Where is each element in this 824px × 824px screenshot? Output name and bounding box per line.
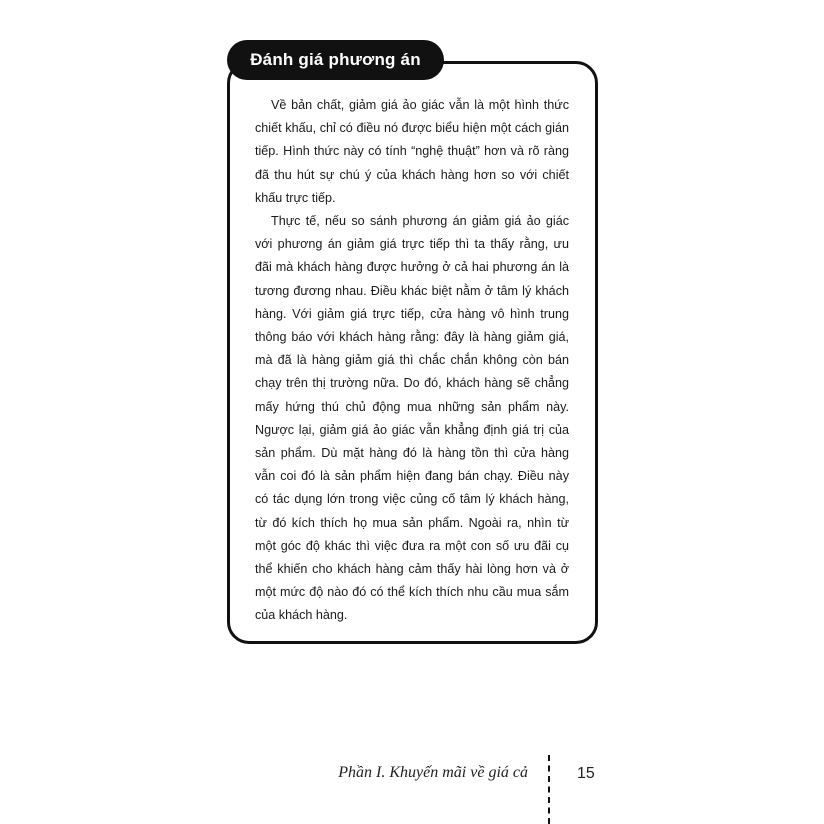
footer-divider	[548, 755, 550, 824]
paragraph-1: Về bản chất, giảm giá ảo giác vẫn là một hình thức chiết khấu, chỉ có điều nó được biểu hiện một cách gián tiếp. Hình thức này có tính “nghệ thuật” hơn và rõ ràng đã thu hút sự chú ý của khách hàng hơn so với chiết khấu trực tiếp.	[255, 98, 569, 205]
box-title: Đánh giá phương án	[227, 40, 444, 80]
running-footer-title: Phần I. Khuyến mãi về giá cả	[338, 764, 528, 781]
page-number: 15	[577, 765, 595, 782]
paragraph-2: Thực tế, nếu so sánh phương án giảm giá ảo giác với phương án giảm giá trực tiếp thì ta thấy rằng, ưu đãi mà khách hàng được hưởng ở cả hai phương án là tương đương nhau. Điều khác biệt nằm ở tâm lý khách hàng. Với giảm giá trực tiếp, cửa hàng vô hình trung thông báo với khách hàng rằng: đây là hàng giảm giá, mà đã là hàng giảm giá thì chắc chắn không còn bán chạy trên thị trường nữa. Do đó, khách hàng sẽ chẳng mấy hứng thú chủ động mua những sản phẩm này. Ngược lại, giảm giá ảo giác vẫn khẳng định giá trị của sản phẩm. Dù mặt hàng đó là hàng tồn thì cửa hàng vẫn coi đó là sản phẩm hiện đang bán chạy. Điều này có tác dụng lớn trong việc củng cố tâm lý khách hàng, từ đó kích thích họ mua sản phẩm. Ngoài ra, nhìn từ một góc độ khác thì việc đưa ra một con số ưu đãi cụ thể khiến cho khách hàng cảm thấy hài lòng hơn và ở một mức độ nào đó có thể kích thích nhu cầu mua sắm của khách hàng.	[255, 214, 569, 623]
box-body	[255, 94, 569, 628]
